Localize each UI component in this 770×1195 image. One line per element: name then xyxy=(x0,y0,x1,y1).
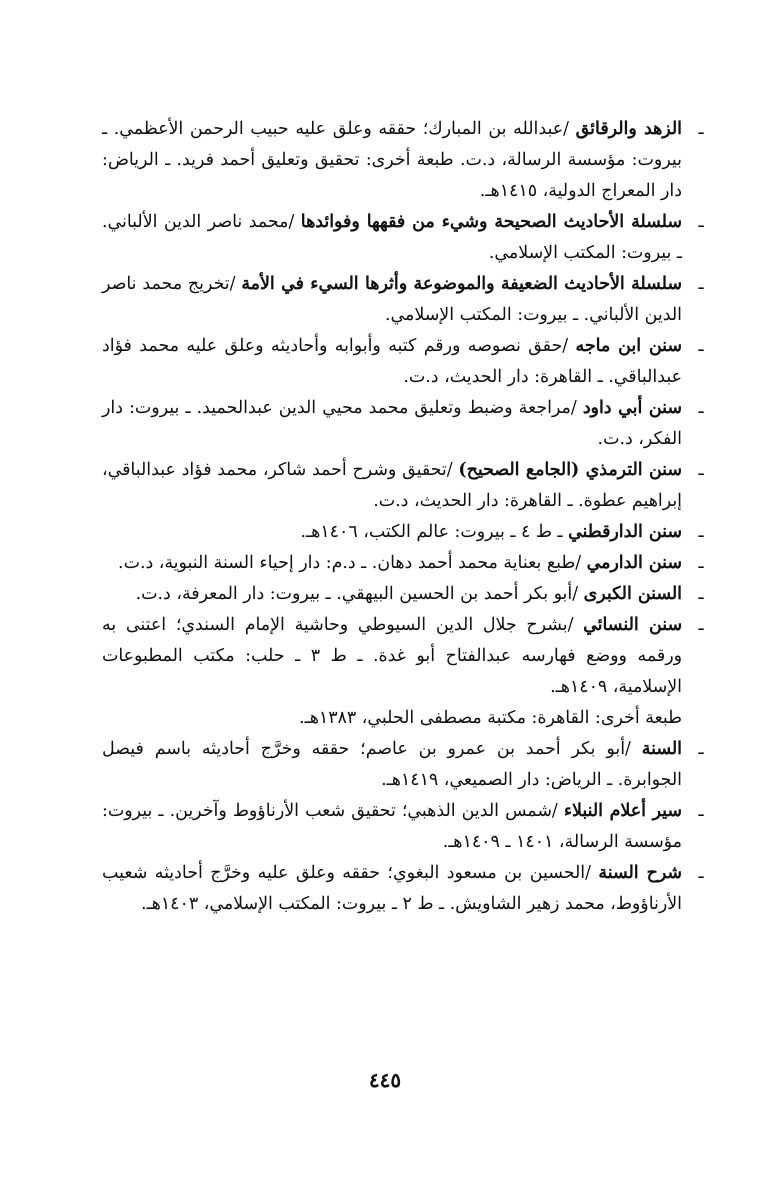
page-number: ٤٤٥ xyxy=(368,1068,402,1092)
entry-dash: ـ xyxy=(698,553,704,573)
bibliography-entry xyxy=(102,331,704,393)
entry-title: سير أعلام النبلاء xyxy=(563,801,682,821)
entry-title: السنة xyxy=(641,739,682,759)
entry-dash: ـ xyxy=(698,801,704,821)
entry-details: /أبو بكر أحمد بن الحسين البيهقي. ـ بيروت: دار المعرفة، د.ت. xyxy=(135,584,584,604)
bibliography-entry xyxy=(102,548,704,579)
entry-text xyxy=(102,207,682,269)
entry-title: الزهد والرقائق xyxy=(575,119,682,139)
bibliography-entry xyxy=(102,858,704,920)
bibliography-entry xyxy=(102,610,704,734)
entry-title: سلسلة الأحاديث الصحيحة وشيء من فقهها وفوائدها xyxy=(300,212,682,232)
entry-title: السنن الكبرى xyxy=(583,584,682,604)
entry-details: /محمد ناصر الدين الألباني. ـ بيروت: المكتب الإسلامي. xyxy=(102,212,682,263)
entry-dash: ـ xyxy=(698,460,704,480)
entry-dash: ـ xyxy=(698,863,704,883)
bibliography-entry xyxy=(102,796,704,858)
entry-text xyxy=(102,579,682,610)
entry-details: /حقق نصوصه ورقم كتبه وأبوابه وأحاديثه وعلق عليه محمد فؤاد عبدالباقي. ـ القاهرة: دار الحديث، د.ت. xyxy=(102,336,682,387)
entry-details: /مراجعة وضبط وتعليق محمد محيي الدين عبدالحميد. ـ بيروت: دار الفكر، د.ت. xyxy=(102,398,682,449)
bibliography-entry xyxy=(102,114,704,207)
entry-text xyxy=(102,517,682,548)
entry-details: /تخريج محمد ناصر الدين الألباني. ـ بيروت: المكتب الإسلامي. xyxy=(102,274,682,325)
entry-title: سنن أبي داود xyxy=(582,398,682,418)
entry-details: /طبع بعناية محمد أحمد دهان. ـ د.م: دار إحياء السنة النبوية، د.ت. xyxy=(118,553,587,573)
entry-dash: ـ xyxy=(698,119,704,139)
entry-title: شرح السنة xyxy=(598,863,682,883)
entry-text xyxy=(102,393,682,455)
entry-title: سنن الترمذي (الجامع الصحيح) xyxy=(458,460,683,480)
entry-dash: ـ xyxy=(698,522,704,542)
entry-dash: ـ xyxy=(698,274,704,294)
entry-text xyxy=(102,548,682,579)
bibliography-entry xyxy=(102,455,704,517)
entry-dash: ـ xyxy=(698,584,704,604)
entry-text xyxy=(102,114,682,207)
entry-text xyxy=(102,331,682,393)
entry-title: سنن الدارقطني xyxy=(568,522,682,542)
entry-details: /عبدالله بن المبارك؛ حققه وعلق عليه حبيب الرحمن الأعظمي. ـ بيروت: مؤسسة الرسالة، د.ت. طبعة أخرى: تحقيق وتعليق أحمد فريد. ـ الرياض: دار المعراج الدولية، ١٤١٥هـ. xyxy=(102,119,682,201)
entry-title: سنن الدارمي xyxy=(586,553,682,573)
entry-dash: ـ xyxy=(698,615,704,635)
entry-details: /الحسين بن مسعود البغوي؛ حققه وعلق عليه وخرَّج أحاديثه شعيب الأرناؤوط، محمد زهير الشاويش. ـ ط ٢ ـ بيروت: المكتب الإسلامي، ١٤٠٣هـ. xyxy=(102,863,682,914)
entry-text xyxy=(102,269,682,331)
entry-details: /تحقيق وشرح أحمد شاكر، محمد فؤاد عبدالباقي، إبراهيم عطوة. ـ القاهرة: دار الحديث، د.ت. xyxy=(102,460,682,511)
bibliography-list xyxy=(102,114,704,920)
entry-dash: ـ xyxy=(698,739,704,759)
bibliography-entry xyxy=(102,734,704,796)
entry-text xyxy=(102,796,682,858)
entry-title: سنن ابن ماجه xyxy=(575,336,683,356)
entry-dash: ـ xyxy=(698,212,704,232)
bibliography-entry xyxy=(102,517,704,548)
bibliography-entry xyxy=(102,207,704,269)
entry-title: سنن النسائي xyxy=(583,615,683,635)
bibliography-entry xyxy=(102,393,704,455)
entry-dash: ـ xyxy=(698,398,704,418)
entry-extra-edition: طبعة أخرى: القاهرة: مكتبة مصطفى الحلبي، ١٣٨٣هـ. xyxy=(299,708,682,728)
bibliography-entry xyxy=(102,269,704,331)
entry-details: /بشرح جلال الدين السيوطي وحاشية الإمام السندي؛ اعتنى به ورقمه ووضع فهارسه عبدالفتاح أبو غدة. ـ ط ٣ ـ حلب: مكتب المطبوعات الإسلامية، ١٤٠٩هـ. xyxy=(102,615,682,697)
entry-text xyxy=(102,858,682,920)
bibliography-entry xyxy=(102,579,704,610)
entry-details: /أبو بكر أحمد بن عمرو بن عاصم؛ حققه وخرَّج أحاديثه باسم فيصل الجوابرة. ـ الرياض: دار الصميعي، ١٤١٩هـ. xyxy=(102,739,682,790)
entry-title: سلسلة الأحاديث الضعيفة والموضوعة وأثرها السيء في الأمة xyxy=(241,274,682,294)
entry-text xyxy=(102,734,682,796)
entry-text xyxy=(102,610,682,703)
entry-details: ـ ط ٤ ـ بيروت: عالم الكتب، ١٤٠٦هـ. xyxy=(300,522,569,542)
entry-details: /شمس الدين الذهبي؛ تحقيق شعب الأرناؤوط وآخرين. ـ بيروت: مؤسسة الرسالة، ١٤٠١ ـ ١٤٠٩هـ. xyxy=(102,801,682,852)
entry-dash: ـ xyxy=(698,336,704,356)
entry-text xyxy=(102,455,682,517)
